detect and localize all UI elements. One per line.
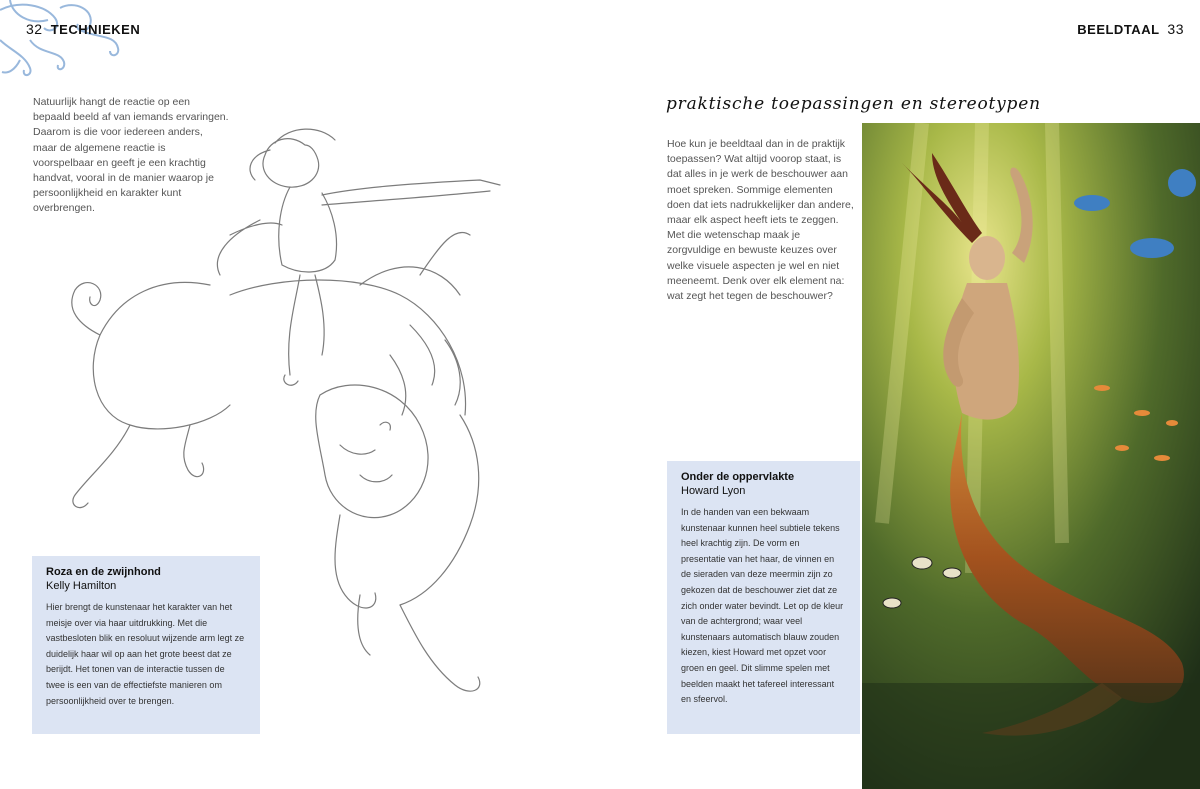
right-caption-author: Howard Lyon: [681, 485, 746, 497]
left-caption-box: [32, 556, 260, 734]
decorative-swirl-ornament: [0, 0, 130, 80]
left-page-number: 32: [26, 21, 43, 37]
right-caption-title: Onder de oppervlakte: [681, 471, 795, 483]
right-body-text: Hoe kun je beeldtaal dan in de praktijk toepassen? Wat altijd voorop staat, is dat alles in je werk de beschouwer aan moet spreken. Sommige elementen doen dat iets nadrukkelijker dan andere, maar elk aspect heeft iets te zeggen. Met die wetenschap maak je zorgvuldige en bewuste keuzes over welke visuele aspecten je wel en niet meeneemt. Denk over elk element na: wat zegt het tegen de beschouwer?: [667, 138, 854, 303]
right-caption-text: In de handen van een bekwaam kunstenaar kunnen heel subtiele tekens heel krachtig zijn. De vorm en presentatie van het haar, de vinnen en de sieraden van deze meermin zijn zo gekozen dat de beschouwer ziet dat ze zich onder water bevindt. Let op de kleur van de achtergrond; waar veel kunstenaars automatisch blauw zouden kiezen, kiest Howard met opzet voor groen en geel. Dit slimme spelen met beelden maakt het tafereel interessant en sfeervol.: [681, 507, 844, 705]
left-intro-text: Natuurlijk hangt de reactie op een bepaald beeld af van iemands ervaringen. Daarom is die voor iedereen anders, maar de algemene reactie is voorspelbaar en geeft je een krachtig handvat, vooral in de manier waarop je persoonlijkheid en karakter kunt overbrengen.: [33, 96, 229, 215]
left-caption-author: Kelly Hamilton: [46, 580, 117, 592]
right-section-label: BEELDTAAL: [1077, 22, 1160, 37]
right-page-number: 33: [1167, 21, 1184, 37]
mermaid-painting: [862, 123, 1200, 789]
right-running-header: [1077, 21, 1184, 37]
left-section-label: TECHNIEKEN: [50, 22, 141, 37]
left-caption-title: Roza en de zwijnhond: [46, 566, 161, 578]
left-running-header: [26, 21, 140, 37]
left-caption-text: Hier brengt de kunstenaar het karakter van het meisje over via haar uitdrukking. Met die vastbesloten blik en resoluut wijzende arm legt ze duidelijk haar wil op aan het grote beest dat ze berijdt. Het tonen van de interactie tussen de twee is een van de effectiefste manieren om persoonlijkheid over te brengen.: [46, 602, 245, 706]
section-heading: praktische toepassingen en stereotypen: [666, 94, 1041, 114]
right-caption-box: [667, 461, 860, 734]
